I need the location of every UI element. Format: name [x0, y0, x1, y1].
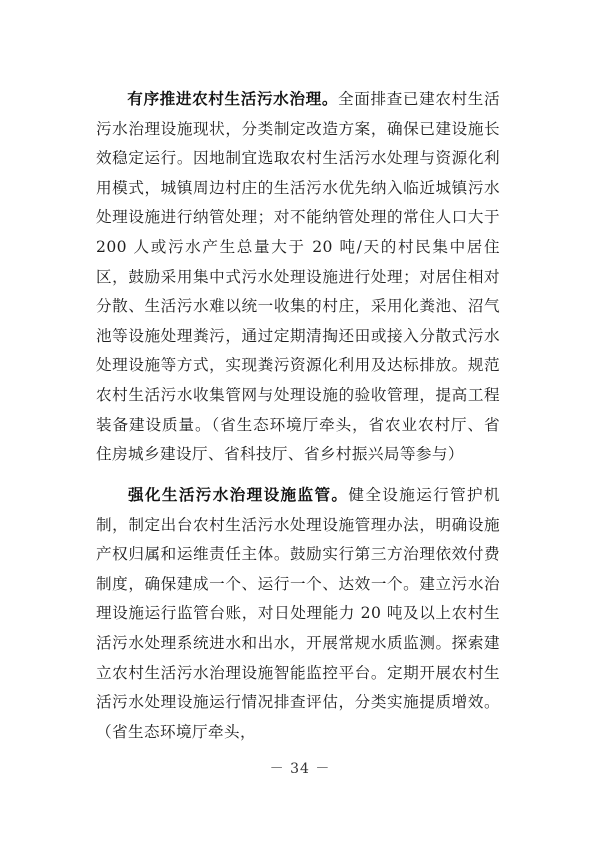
paragraph-heading: 强化生活污水治理设施监管。 — [127, 485, 349, 504]
page-number: － 34 － — [269, 761, 331, 777]
paragraph-facility-supervision — [96, 480, 500, 747]
paragraph-rural-sewage-treatment — [96, 84, 500, 470]
paragraph-body: 健全设施运行管护机制，制定出台农村生活污水处理设施管理办法，明确设施产权归属和运维责任主体。鼓励实行第三方治理依效付费制度，确保建成一个、运行一个、达效一个。建立污水治理设施运行监管台账，对日处理能力 20 吨及以上农村生活污水处理系统进水和出水，开展常规水质监测。探索建立农村生活污水治理设施智能监控平台。定期开展农村生活污水处理设施运行情况排查评估，分类实施提质增效。（省生态环境厅牵头， — [96, 486, 501, 741]
paragraph-heading: 有序推进农村生活污水治理。 — [127, 89, 339, 108]
paragraph-body: 全面排查已建农村生活污水治理设施现状，分类制定改造方案，确保已建设施长效稳定运行。因地制宜选取农村生活污水处理与资源化利用模式，城镇周边村庄的生活污水优先纳入临近城镇污水处理设施进行纳管处理；对不能纳管处理的常住人口大于 200 人或污水产生总量大于 20 吨/天的村民集中居住区，鼓励采用集中式污水处理设施进行处理；对居住相对分散、生活污水难以统一收集的村庄，采用化粪池、沼气池等设施处理粪污，通过定期清掏还田或接入分散式污水处理设施等方式，实现粪污资源化利用及达标排放。规范农村生活污水收集管网与处理设施的验收管理，提高工程装备建设质量。（省生态环境厅牵头，省农业农村厅、省住房城乡建设厅、省科技厅、省乡村振兴局等参与） — [96, 90, 500, 464]
